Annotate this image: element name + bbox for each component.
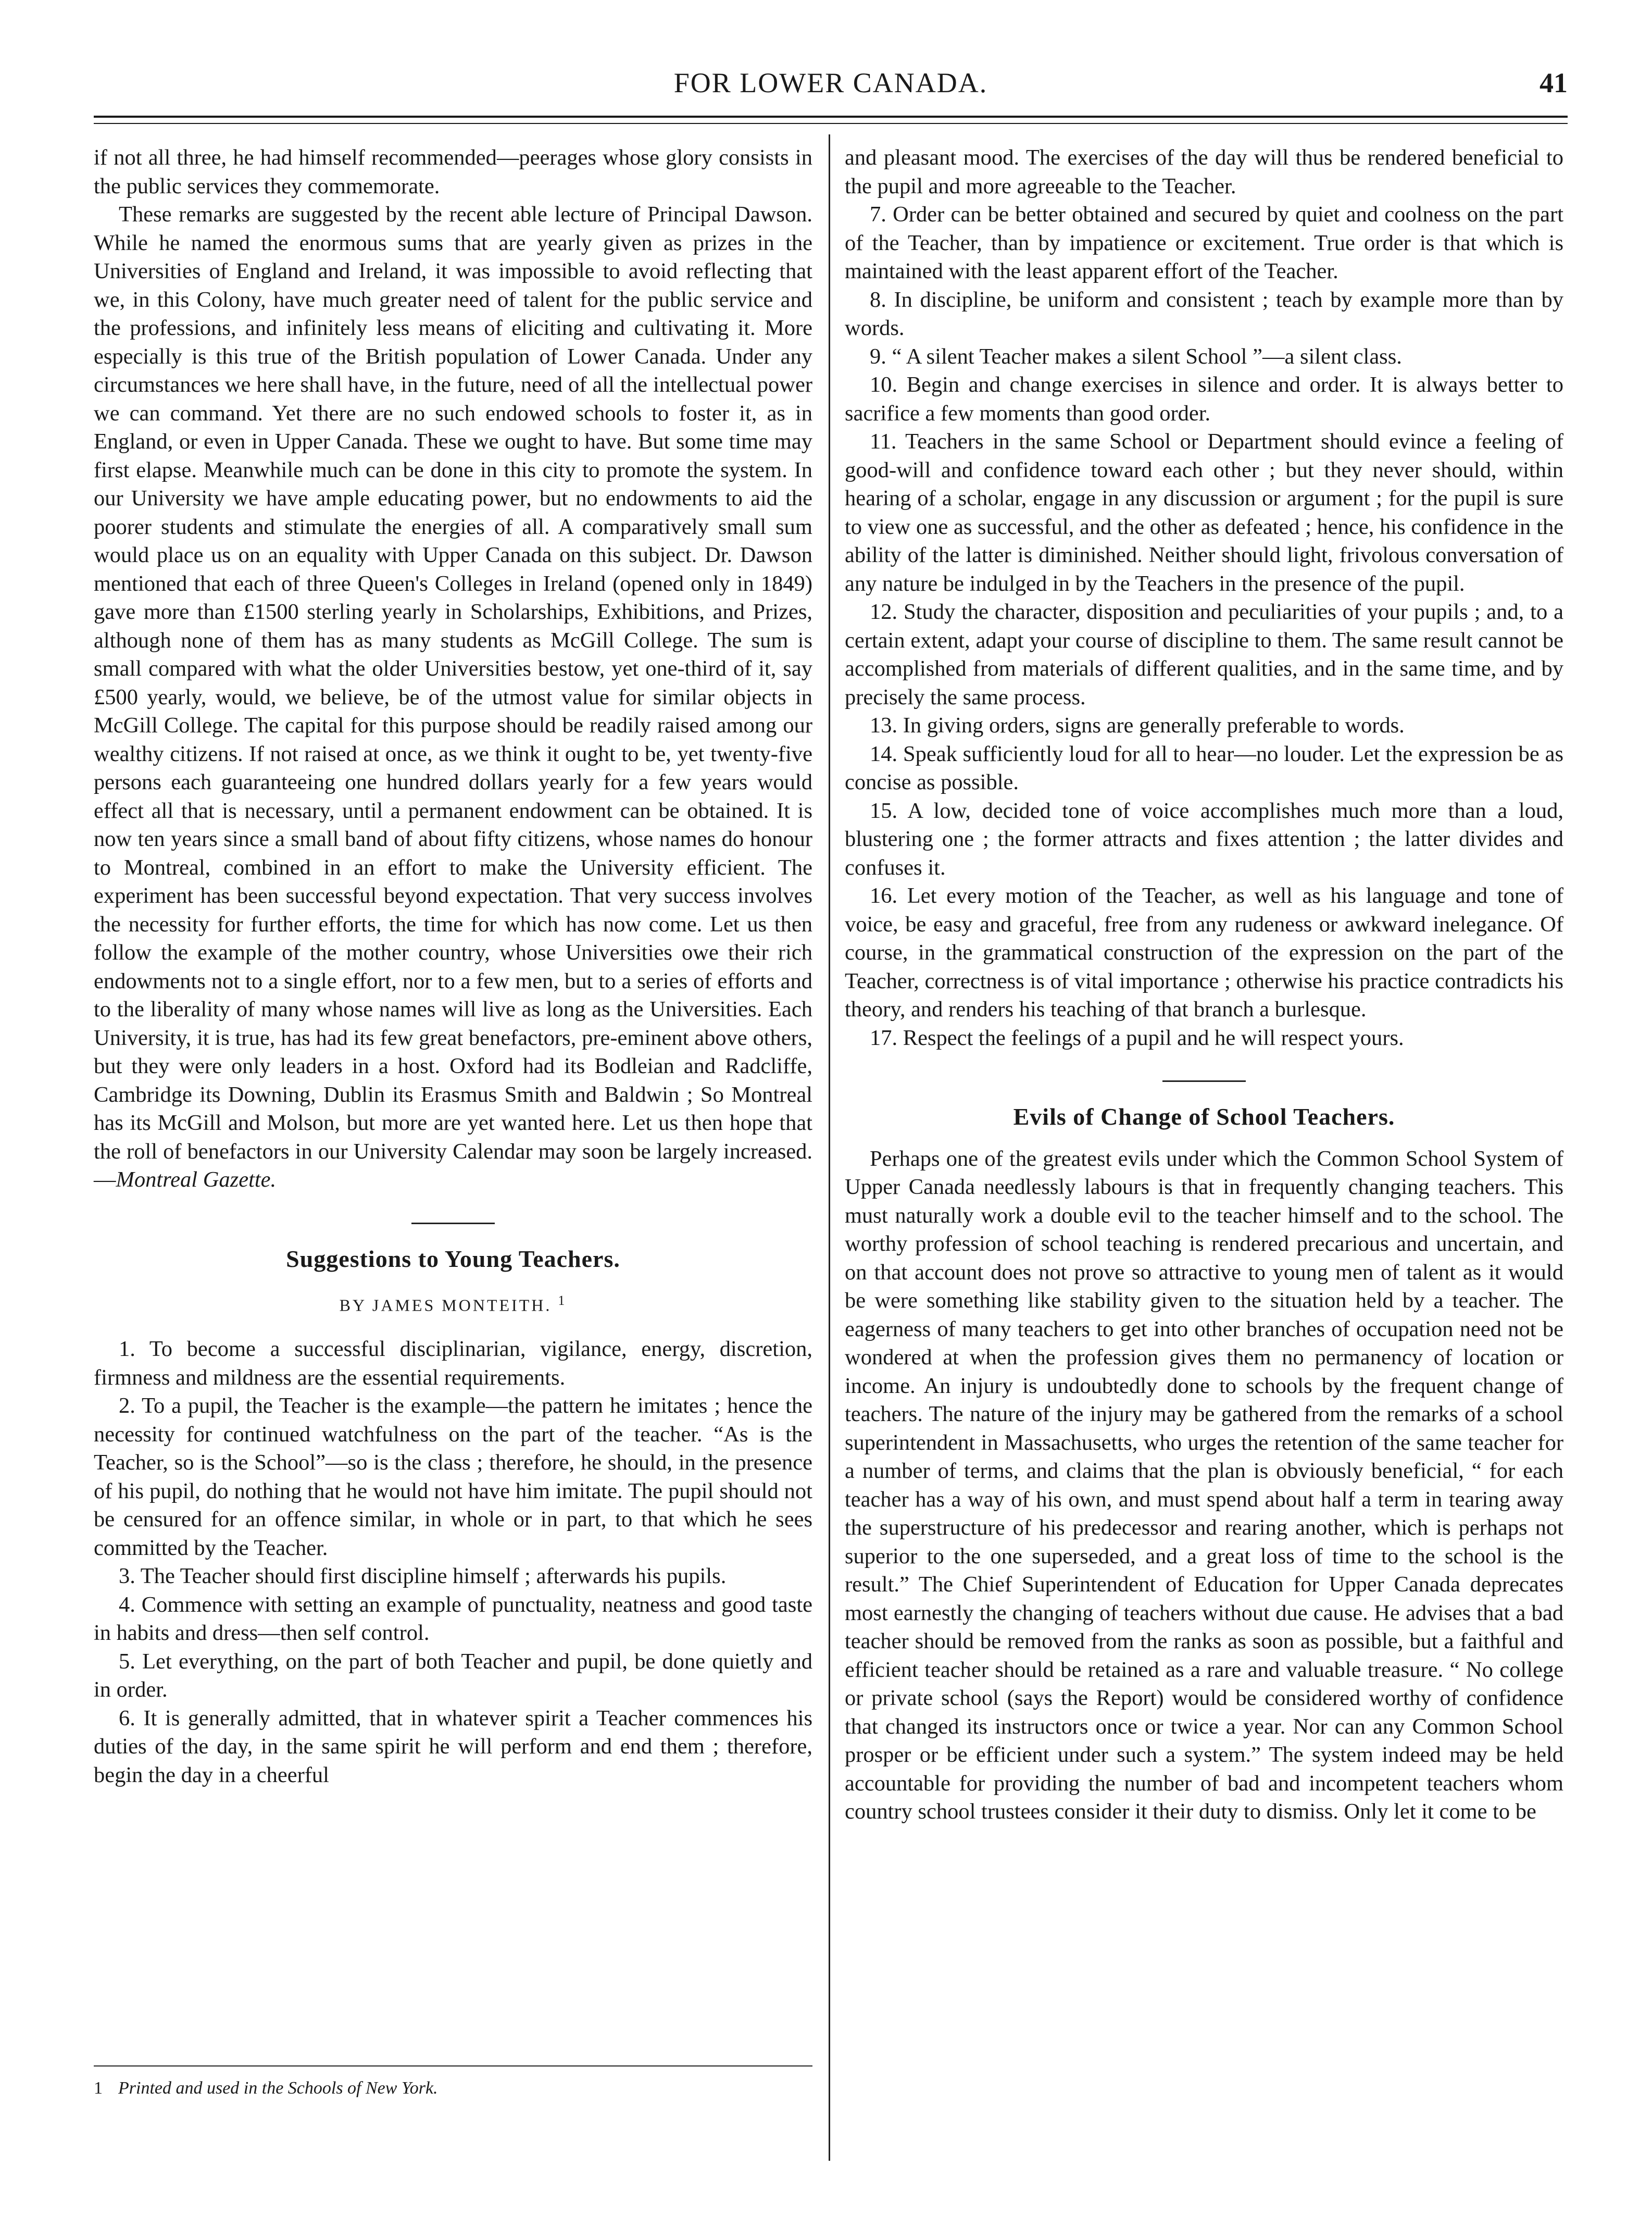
footnote-text: Printed and used in the Schools of New York. [118,2078,438,2098]
footnote [94,2078,812,2098]
left-paragraph-continued: if not all three, he had himself recommended—peerages whose glory consists in the public services they commemorate. [94,145,812,198]
left-column [94,144,812,1789]
running-title: FOR LOWER CANADA. [673,67,988,98]
list-item: 13. In giving orders, signs are generally preferable to words. [870,713,1405,738]
list-item: 7. Order can be better obtained and secured by quiet and coolness on the part of the Teacher, than by impatience or excitement. True order is that which is maintained with the least apparent effort of the Teacher. [845,202,1563,283]
list-item: 12. Study the character, disposition and peculiarities of your pupils ; and, to a certain extent, adapt your course of discipline to them. The same result cannot be accomplished from materials of different qualities, and in the same time, and by precisely the same process. [845,600,1563,709]
list-item: 15. A low, decided tone of voice accomplishes much more than a loud, blustering one ; the former attracts and fixes attention ; the latter divides and confuses it. [845,798,1563,880]
list-item: 6. It is generally admitted, that in whatever spirit a Teacher commences his duties of the day, in the same spirit he will perform and end them ; therefore, begin the day in a cheerful [94,1705,812,1787]
list-item: 3. The Teacher should first discipline himself ; afterwards his pupils. [119,1564,727,1589]
list-item: 8. In discipline, be uniform and consistent ; teach by example more than by words. [845,287,1563,340]
byline-author: BY JAMES MONTEITH. [339,1296,552,1315]
right-column [845,144,1563,1826]
list-item: 11. Teachers in the same School or Department should evince a feeling of good-will and confidence toward each other ; but they never should, within hearing of a scholar, engage in any discussion or argument ; for the pupil is sure to view one as successful, and the other as defeated ; hence, his confidence in the ability of the latter is diminished. Neither should light, frivolous conversation of any nature be indulged in by the Teachers in the presence of the pupil. [845,429,1563,596]
page-number: 41 [1540,67,1568,98]
list-item: 17. Respect the feelings of a pupil and he will respect yours. [870,1025,1404,1050]
list-item: 14. Speak sufficiently loud for all to hear—no louder. Let the expression be as concise as possible. [845,741,1563,794]
source-citation: Montreal Gazette. [116,1167,277,1192]
header-rule-thin [94,123,1568,124]
list-item: 16. Let every motion of the Teacher, as well as his language and tone of voice, be easy and graceful, free from any rudeness or awkward inelegance. Of course, in the grammatical construction of the expression on the part of the Teacher, correctness is of vital importance ; otherwise his practice contradicts his theory, and renders his teaching of that branch a burlesque. [845,883,1563,1022]
right-paragraph-evils: Perhaps one of the greatest evils under which the Common School System of Upper Canada needlessly labours is that in frequently changing teachers. This must naturally work a double evil to the teacher himself and to the school. The worthy profession of school teaching is rendered precarious and uncertain, and on that account does not prove so attractive to young men of talent as it would be were something like stability given to the situation held by a teacher. The eagerness of many teachers to get into other branches of occupation need not be wondered at when the profession gives them no permanency of location or income. An injury is undoubtedly done to schools by the frequent change of teachers. The nature of the injury may be gathered from the remarks of a school superintendent in Massachusetts, who urges the retention of the same teacher for a number of terms, and claims that the plan is obviously beneficial, “ for each teacher has a way of his own, and must spend about half a term in tearing away the superstructure of his predecessor and rearing another, which is perhaps not superior to the one superseded, and a great loss of time to the school is the result.” The Chief Superintendent of Education for Upper Canada deprecates most earnestly the changing of teachers without due cause. He advises that a bad teacher should be removed from the ranks as soon as possible, but a faithful and efficient teacher should be retained as a rare and valuable treasure. “ No college or private school (says the Report) would be considered worthy of confidence that changed its instructors once or twice a year. Nor can any Common School prosper or be efficient under such a system.” The system indeed may be held accountable for providing the number of bad and incompetent teachers whom country school trustees consider it their duty to dismiss. Only let it come to be [845,1146,1563,1824]
section-rule [411,1223,495,1224]
list-item: 1. To become a successful disciplinarian, vigilance, energy, discretion, firmness and mildness are the essential requirements. [94,1337,812,1390]
list-item: 10. Begin and change exercises in silence and order. It is always better to sacrifice a few moments than good order. [845,372,1563,426]
section-heading-evils: Evils of Change of School Teachers. [1013,1103,1395,1130]
footnote-mark: 1 [94,2078,103,2098]
section-rule [1162,1080,1246,1082]
list-item: 9. “ A silent Teacher makes a silent School ”—a silent class. [870,344,1402,369]
footnote-ref: 1 [558,1293,567,1308]
list-item: 4. Commence with setting an example of punctuality, neatness and good taste in habits and dress—then self control. [94,1592,812,1646]
byline [94,1287,812,1319]
section-heading-suggestions: Suggestions to Young Teachers. [286,1245,620,1272]
header-rule-thick [94,116,1568,118]
page-header [94,67,1568,114]
footnote-rule [94,2065,812,2066]
dawson-text: These remarks are suggested by the recent able lecture of Principal Dawson. While he named the enormous sums that are yearly given as prizes in the Universities of England and Ireland, it was impossible to avoid reflecting that we, in this Colony, have much greater need of talent for the public service and the professions, and infinitely less means of eliciting and cultivating it. More especially is this true of the British population of Lower Canada. Under any circumstances we here shall have, in the future, need of all the intellectual power we can command. Yet there are no such endowed schools to foster it, as in England, or even in Upper Canada. These we ought to have. But some time may first elapse. Meanwhile much can be done in this city to promote the system. In our University we have ample educating power, but no endowments to aid the poorer students and stimulate the energies of all. A comparatively small sum would place us on an equality with Upper Canada on this subject. Dr. Dawson mentioned that each of three Queen's Colleges in Ireland (opened only in 1849) gave more than £1500 sterling yearly in Scholarships, Exhibitions, and Prizes, although none of them has as many students as McGill College. The sum is small compared with what the older Universities bestow, yet one-third of it, say £500 yearly, would, we believe, be of the utmost value for similar objects in McGill College. The capital for this purpose should be readily raised among our wealthy citizens. If not raised at once, as we think it ought to be, yet twenty-five persons each guaranteeing one hundred dollars yearly for a few years would effect all that is necessary, until a permanent endowment can be obtained. It is now ten years since a small band of about fifty citizens, whose names do honour to Montreal, combined in an effort to make the University efficient. The experiment has been successful beyond expectation. That very success involves the necessity for further efforts, the time for which has now come. Let us then follow the example of the mother country, whose Universities owe their rich endowments not to a single effort, nor to a few men, but to a series of efforts and to the liberality of many whose names will live as long as the Universities. Each University, it is true, has had its few great benefactors, pre-eminent above others, but they were only leaders in a host. Oxford had its Bodleian and Radcliffe, Cambridge its Downing, Dublin its Erasmus Smith and Baldwin ; So Montreal has its McGill and Molson, but more are yet wanted here. Let us then hope that the roll of benefactors in our University Calendar may soon be largely increased.— [94,202,812,1192]
left-paragraph-dawson [94,201,812,1194]
column-divider [829,134,830,2161]
right-paragraph-continued: and pleasant mood. The exercises of the day will thus be rendered beneficial to the pupil and more agreeable to the Teacher. [845,145,1563,198]
list-item: 5. Let everything, on the part of both Teacher and pupil, be done quietly and in order. [94,1649,812,1702]
list-item: 2. To a pupil, the Teacher is the example—the pattern he imitates ; hence the necessity for continued watchfulness on the part of the teacher. “As is the Teacher, so is the School”—so is the class ; therefore, he should, in the presence of his pupil, do nothing that he would not have him imitate. The pupil should not be censured for an offence similar, in whole or in part, to that which he sees committed by the Teacher. [94,1393,812,1560]
